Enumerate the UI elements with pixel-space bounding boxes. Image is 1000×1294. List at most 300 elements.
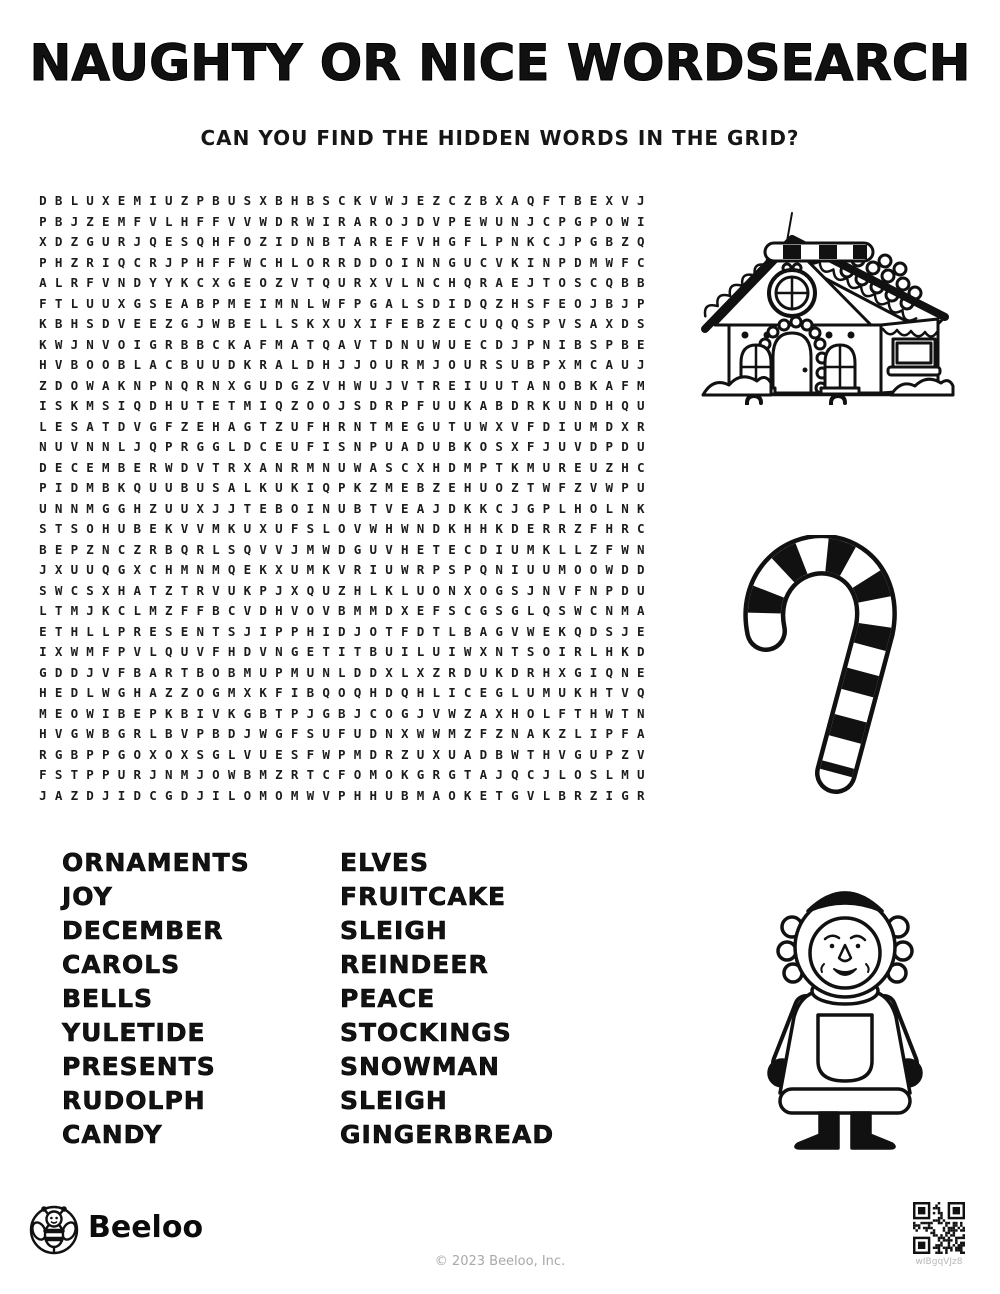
grid-letter: C [448,193,456,208]
grid-letter: N [275,459,283,475]
grid-letter: R [290,213,299,229]
grid-letter: G [275,726,283,741]
grid-letter: G [196,439,204,454]
grid-letter: L [306,295,315,311]
grid-letter: T [526,746,535,762]
grid-letter: L [102,623,110,639]
grid-letter: R [149,459,157,475]
grid-letter: N [133,377,142,393]
grid-letter: U [448,746,456,762]
grid-letter: N [212,377,220,393]
grid-letter: Z [70,254,79,270]
grid-row [35,273,649,294]
grid-letter: N [637,705,645,721]
grid-letter: U [102,234,110,249]
grid-letter: U [290,439,299,454]
grid-letter: N [102,541,110,557]
grid-letter: L [133,603,142,618]
grid-letter: D [385,336,393,352]
grid-letter: P [212,295,220,311]
grid-letter: L [400,664,409,680]
grid-letter: Q [526,193,535,208]
grid-letter: V [133,418,142,434]
grid-letter: R [196,582,204,598]
word-list-item: RUDOLPH [62,1086,206,1115]
page-subtitle: CAN YOU FIND THE HIDDEN WORDS IN THE GRID? [200,126,800,150]
grid-letter: U [589,459,598,475]
grid-letter: H [605,398,614,413]
grid-letter: P [542,316,551,331]
grid-letter: K [542,726,551,741]
grid-letter: I [133,336,142,352]
grid-letter: B [574,377,582,393]
grid-letter: O [275,787,283,803]
grid-letter: X [259,521,267,536]
grid-letter: D [495,336,503,352]
grid-row [35,581,649,602]
grid-letter: L [164,213,173,229]
grid-letter: I [511,562,519,577]
grid-letter: B [637,275,645,290]
grid-letter: C [338,193,346,208]
grid-letter: F [338,767,346,782]
grid-letter: U [196,357,204,372]
grid-letter: N [589,582,598,598]
grid-letter: X [558,357,566,372]
grid-letter: K [621,644,629,659]
grid-letter: P [621,480,629,495]
grid-letter: G [290,644,299,659]
grid-letter: J [353,705,362,721]
grid-letter: C [637,521,645,536]
grid-letter: D [511,398,519,413]
grid-letter: J [306,705,315,721]
grid-letter: D [117,418,126,434]
grid-letter: P [70,541,79,557]
grid-letter: A [290,336,299,352]
grid-letter: S [495,357,503,372]
grid-letter: Z [70,787,79,803]
grid-letter: H [589,705,598,721]
grid-letter: N [542,582,551,598]
grid-letter: A [149,685,157,700]
grid-letter: X [432,746,440,762]
grid-letter: X [416,459,425,475]
grid-letter: K [385,582,393,598]
grid-letter: D [243,644,252,659]
grid-row [35,458,649,479]
grid-letter: C [589,275,598,290]
grid-letter: H [621,459,629,475]
grid-letter: D [463,295,472,311]
grid-letter: M [637,377,645,393]
grid-letter: L [589,644,598,659]
word-list-item: CAROLS [62,950,181,979]
grid-letter: J [526,582,535,598]
grid-letter: P [117,644,126,659]
grid-letter: Q [637,234,645,249]
grid-letter: D [369,746,378,762]
grid-letter: C [259,254,267,270]
grid-letter: H [164,562,173,577]
grid-letter: R [196,541,204,557]
grid-letter: G [164,787,173,803]
grid-letter: G [54,746,63,762]
grid-letter: D [432,295,440,311]
grid-letter: B [495,746,503,762]
grid-letter: P [290,705,299,721]
grid-letter: M [149,603,157,618]
grid-letter: P [353,295,362,311]
grid-letter: U [637,398,645,413]
grid-letter: B [479,193,488,208]
grid-letter: J [542,767,551,782]
grid-letter: R [400,357,409,372]
grid-letter: F [558,705,566,721]
grid-letter: S [511,582,519,598]
grid-letter: P [338,480,346,495]
grid-letter: A [86,418,94,434]
grid-letter: Q [542,603,551,618]
grid-letter: D [54,234,63,249]
grid-letter: I [102,254,110,270]
grid-letter: M [275,295,283,311]
grid-letter: I [275,234,283,249]
grid-letter: G [416,418,425,434]
grid-letter: F [621,726,629,741]
grid-letter: D [479,746,488,762]
grid-letter: G [574,664,582,680]
grid-letter: X [275,562,283,577]
grid-letter: E [416,541,425,557]
grid-letter: T [558,193,566,208]
grid-letter: J [400,193,409,208]
grid-letter: U [275,480,283,495]
grid-letter: D [243,439,252,454]
grid-letter: S [322,193,330,208]
grid-letter: Q [164,644,173,659]
grid-letter: X [102,193,110,208]
grid-letter: M [86,480,94,495]
grid-letter: Q [322,480,330,495]
grid-letter: F [463,234,472,249]
grid-letter: E [164,234,173,249]
grid-letter: T [495,787,503,803]
grid-letter: X [227,377,236,393]
grid-letter: M [589,418,598,434]
grid-letter: T [448,418,456,434]
grid-letter: O [70,377,79,393]
grid-letter: R [338,418,346,434]
grid-letter: A [227,418,236,434]
grid-letter: M [306,541,315,557]
grid-letter: H [432,459,440,475]
grid-letter: E [275,439,283,454]
grid-letter: E [133,705,142,721]
grid-letter: T [369,500,378,516]
grid-letter: J [86,603,94,618]
grid-letter: U [495,213,503,229]
grid-letter: V [385,275,393,290]
grid-letter: B [70,357,79,372]
grid-letter: O [212,664,220,680]
grid-letter: E [637,664,645,680]
grid-letter: C [432,275,440,290]
grid-letter: K [353,193,362,208]
grid-letter: M [369,767,378,782]
grid-letter: Q [479,562,488,577]
grid-letter: D [605,418,614,434]
grid-letter: L [117,439,126,454]
grid-letter: W [369,521,378,536]
grid-letter: M [86,500,94,516]
grid-letter: T [180,664,189,680]
grid-letter: E [479,685,488,700]
grid-letter: O [306,603,315,618]
grid-letter: B [70,746,79,762]
grid-letter: U [54,439,63,454]
grid-letter: Z [275,767,283,782]
grid-letter: B [196,295,204,311]
grid-row [35,314,649,335]
grid-letter: I [259,295,267,311]
grid-letter: Z [290,398,299,413]
grid-letter: Z [259,234,267,249]
grid-letter: G [117,562,126,577]
grid-letter: D [621,582,629,598]
grid-letter: H [369,787,378,803]
grid-letter: H [275,603,283,618]
grid-letter: L [479,234,488,249]
grid-letter: U [448,336,456,352]
grid-letter: V [511,418,519,434]
grid-letter: M [385,418,393,434]
grid-letter: Z [39,377,47,393]
grid-letter: E [259,500,267,516]
grid-letter: P [86,746,94,762]
grid-letter: S [39,521,47,536]
grid-letter: S [70,521,79,536]
grid-letter: K [322,562,330,577]
grid-letter: D [275,213,283,229]
grid-letter: C [196,275,204,290]
grid-letter: F [164,418,173,434]
grid-letter: X [243,685,252,700]
grid-letter: F [385,316,393,331]
grid-letter: I [558,418,566,434]
grid-letter: I [117,398,126,413]
grid-letter: I [400,254,409,270]
grid-letter: V [353,336,362,352]
grid-letter: B [306,685,315,700]
grid-letter: E [243,275,252,290]
grid-letter: F [589,521,598,536]
grid-letter: R [39,746,47,762]
grid-letter: T [353,644,362,659]
grid-letter: T [511,644,519,659]
grid-letter: R [70,275,79,290]
grid-row [35,232,649,253]
grid-letter: B [338,705,346,721]
word-list-item: YULETIDE [62,1018,206,1047]
grid-letter: O [259,275,267,290]
grid-letter: Z [463,705,472,721]
grid-letter: R [290,459,299,475]
grid-row [35,253,649,274]
grid-letter: K [259,685,267,700]
grid-letter: U [164,193,173,208]
grid-letter: W [605,480,614,495]
grid-letter: A [133,582,142,598]
grid-letter: H [180,213,189,229]
grid-letter: X [463,582,472,598]
grid-letter: A [149,664,157,680]
grid-letter: U [479,480,488,495]
grid-letter: X [495,418,503,434]
grid-letter: O [70,705,79,721]
grid-letter: U [463,357,472,372]
grid-letter: M [290,664,299,680]
grid-letter: T [511,377,519,393]
grid-letter: B [243,767,252,782]
grid-row [35,663,649,684]
grid-letter: U [416,336,425,352]
grid-letter: K [164,705,173,721]
grid-letter: B [180,357,189,372]
grid-letter: V [385,500,393,516]
grid-letter: O [117,336,126,352]
grid-letter: U [479,377,488,393]
grid-letter: E [589,193,598,208]
grid-letter: K [180,275,189,290]
grid-letter: S [70,418,79,434]
grid-letter: R [369,213,378,229]
grid-letter: U [86,562,94,577]
grid-letter: R [133,726,142,741]
grid-letter: K [39,336,47,352]
grid-letter: U [416,746,425,762]
grid-letter: M [306,459,315,475]
grid-letter: X [416,664,425,680]
grid-letter: I [259,623,267,639]
grid-letter: D [542,418,551,434]
grid-letter: P [495,234,503,249]
grid-letter: A [605,377,614,393]
grid-letter: V [621,685,629,700]
grid-letter: W [353,377,362,393]
grid-letter: M [306,562,315,577]
grid-letter: W [259,726,267,741]
grid-letter: B [180,336,189,352]
grid-letter: P [605,726,614,741]
grid-letter: H [70,623,79,639]
grid-letter: P [605,746,614,762]
grid-letter: K [227,705,236,721]
grid-letter: U [463,418,472,434]
grid-letter: J [432,357,440,372]
grid-letter: L [542,787,551,803]
grid-letter: W [306,787,315,803]
grid-letter: M [180,767,189,782]
grid-letter: I [322,623,330,639]
grid-letter: Z [463,726,472,741]
grid-letter: O [243,787,252,803]
grid-letter: X [605,316,614,331]
grid-letter: D [416,213,425,229]
grid-letter: I [589,664,598,680]
grid-row [35,765,649,786]
grid-letter: I [212,787,220,803]
grid-letter: D [227,726,236,741]
grid-letter: U [227,582,236,598]
grid-letter: G [227,275,236,290]
grid-letter: F [400,234,409,249]
grid-letter: W [212,316,220,331]
grid-letter: L [400,295,409,311]
grid-letter: T [259,418,267,434]
grid-letter: Z [275,275,283,290]
grid-letter: S [227,623,236,639]
grid-letter: W [432,336,440,352]
grid-letter: H [39,357,47,372]
grid-letter: W [353,459,362,475]
grid-letter: M [86,644,94,659]
grid-letter: L [290,254,299,270]
grid-letter: D [70,685,79,700]
grid-letter: B [117,357,126,372]
grid-letter: W [322,746,330,762]
grid-letter: U [542,562,551,577]
grid-letter: M [369,603,378,618]
grid-letter: U [275,521,283,536]
grid-letter: L [243,480,252,495]
grid-letter: N [621,664,629,680]
grid-letter: E [463,213,472,229]
grid-letter: G [322,705,330,721]
grid-letter: E [54,541,63,557]
grid-letter: N [574,398,582,413]
grid-letter: R [338,254,346,270]
grid-letter: U [385,439,393,454]
grid-letter: R [526,664,535,680]
grid-letter: J [432,500,440,516]
grid-letter: O [306,254,315,270]
grid-letter: U [526,562,535,577]
grid-letter: T [243,500,252,516]
grid-letter: E [542,623,551,639]
grid-letter: J [102,787,110,803]
grid-letter: H [511,705,519,721]
grid-letter: B [621,275,629,290]
grid-letter: N [448,582,456,598]
grid-letter: O [338,685,346,700]
grid-letter: H [369,685,378,700]
grid-letter: Z [369,480,378,495]
grid-letter: A [495,275,503,290]
grid-letter: R [385,746,393,762]
grid-letter: J [70,213,79,229]
grid-letter: P [149,377,157,393]
grid-letter: U [574,418,582,434]
grid-letter: V [432,705,440,721]
grid-letter: G [149,418,157,434]
grid-letter: I [54,480,63,495]
grid-letter: O [385,213,393,229]
grid-letter: Q [621,398,629,413]
grid-letter: B [117,459,126,475]
grid-letter: N [322,459,330,475]
grid-letter: O [558,377,566,393]
